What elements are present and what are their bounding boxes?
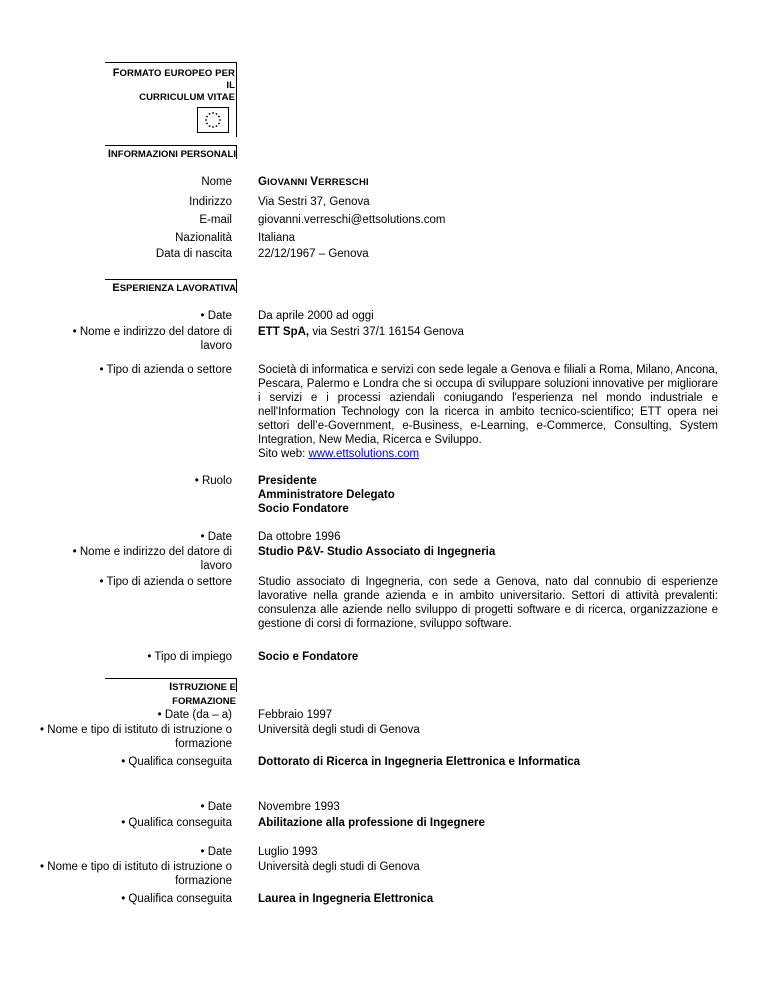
edu1-qual-value: Dottorato di Ricerca in Ingegneria Elettronica e Informatica	[258, 756, 581, 768]
label-indirizzo: Indirizzo	[189, 196, 232, 208]
edu3-date-value: Luglio 1993	[258, 846, 318, 858]
edu3-date-label: • Date	[200, 846, 232, 858]
website-link[interactable]: www.ettsolutions.com	[308, 448, 420, 460]
employer-name: ETT SpA,	[258, 326, 310, 338]
surname-rest: ERRESCHI	[318, 177, 369, 188]
job2-date-value: Da ottobre 1996	[258, 531, 341, 543]
job1-sector-value	[258, 363, 718, 461]
eu-flag-icon	[197, 107, 229, 133]
job1-date-value: Da aprile 2000 ad oggi	[258, 310, 374, 322]
edu2-date-value: Novembre 1993	[258, 801, 340, 813]
edu2-date-label: • Date	[200, 801, 232, 813]
site-prefix: Sito web:	[258, 448, 309, 460]
job2-type-value: Socio e Fondatore	[258, 651, 359, 663]
edu3-inst-label: • Nome e tipo di istituto di istruzione o formazione	[40, 861, 232, 887]
value-nascita: 22/12/1967 – Genova	[258, 248, 369, 260]
edu1-qual-label: • Qualifica conseguita	[121, 756, 232, 768]
section-initial: I	[169, 681, 173, 693]
section-title: STRUZIONE E FORMAZIONE	[172, 682, 236, 707]
section-education	[105, 678, 237, 707]
section-title: SPERIENZA LAVORATIVA	[119, 283, 236, 294]
edu3-qual-label: • Qualifica conseguita	[121, 893, 232, 905]
label-nascita: Data di nascita	[155, 248, 232, 260]
title-initial: F	[112, 67, 120, 79]
job1-employer-label: • Nome e indirizzo del datore di lavoro	[72, 326, 232, 352]
title-line2: CURRICULUM VITAE	[139, 92, 235, 103]
value-nome	[258, 175, 718, 190]
value-email: giovanni.verreschi@ettsolutions.com	[258, 214, 446, 226]
section-initial: I	[107, 148, 111, 160]
job1-role-value	[258, 474, 718, 516]
job1-sector-label: • Tipo di azienda o settore	[99, 364, 232, 376]
edu3-qual-value: Laurea in Ingegneria Elettronica	[258, 893, 434, 905]
label-nome: Nome	[201, 176, 232, 188]
edu2-qual-value: Abilitazione alla professione di Ingegnere	[258, 817, 485, 829]
job1-date-label: • Date	[200, 310, 232, 322]
cv-format-title	[110, 67, 235, 104]
name-rest: IOVANNI	[267, 177, 311, 188]
job2-type-label: • Tipo di impiego	[147, 651, 232, 663]
job2-date-label: • Date	[200, 531, 232, 543]
surname-initial: V	[310, 176, 319, 188]
label-nazionalita: Nazionalità	[175, 232, 232, 244]
section-title: NFORMAZIONI PERSONALI	[110, 149, 236, 160]
section-work-experience	[105, 279, 237, 293]
job2-employer-value: Studio P&V- Studio Associato di Ingegneria	[258, 546, 496, 558]
sector-description: Società di informatica e servizi con sede legale a Genova e filiali a Roma, Milano, Ancona, Pescara, Palermo e Londra che si occupa di sviluppare soluzioni innovative per migliorare i servizi e i processi aziendali coniugando l'esperienza nel mondo industriale e nell'Information Technology con la ricerca in ambito tecnico-scientifico; ETT opera nei settori dell’e-Government, e-Business, e-Learning, e-Commerce, Consulting, System Integration, New Media, Ricerca e Sviluppo.	[258, 364, 718, 446]
job2-sector-label: • Tipo di azienda o settore	[99, 576, 232, 588]
edu1-date-value: Febbraio 1997	[258, 709, 333, 721]
name-initial: G	[258, 176, 268, 188]
edu1-inst-value: Università degli studi di Genova	[258, 724, 420, 736]
edu1-inst-label: • Nome e tipo di istituto di istruzione o formazione	[40, 724, 232, 750]
role-line: Amministratore Delegato	[258, 489, 395, 501]
job2-employer-label: • Nome e indirizzo del datore di lavoro	[72, 546, 232, 572]
job1-role-label: • Ruolo	[194, 475, 232, 487]
employer-address: via Sestri 37/1 16154 Genova	[309, 326, 464, 338]
section-initial: E	[112, 282, 120, 294]
role-line: Socio Fondatore	[258, 503, 349, 515]
job1-employer-value	[258, 325, 718, 339]
title-line1: ORMATO EUROPEO PER IL	[119, 68, 235, 91]
job2-sector-value: Studio associato di Ingegneria, con sede a Genova, nato dal connubio di esperienze lavorative nella grande azienda e in ambito universitario. Settori di attività prevalenti: consulenza alle aziende nello sviluppo di progetti software e di ricerca, organizzazione e gestione di corsi di formazione, sviluppo software.	[258, 576, 718, 630]
value-indirizzo: Via Sestri 37, Genova	[258, 196, 370, 208]
value-nazionalita: Italiana	[258, 232, 296, 244]
edu2-qual-label: • Qualifica conseguita	[121, 817, 232, 829]
label-email: E-mail	[199, 214, 232, 226]
section-personal-info	[105, 145, 237, 159]
edu3-inst-value: Università degli studi di Genova	[258, 861, 420, 873]
role-line: Presidente	[258, 475, 317, 487]
edu1-date-label: • Date (da – a)	[157, 709, 232, 721]
